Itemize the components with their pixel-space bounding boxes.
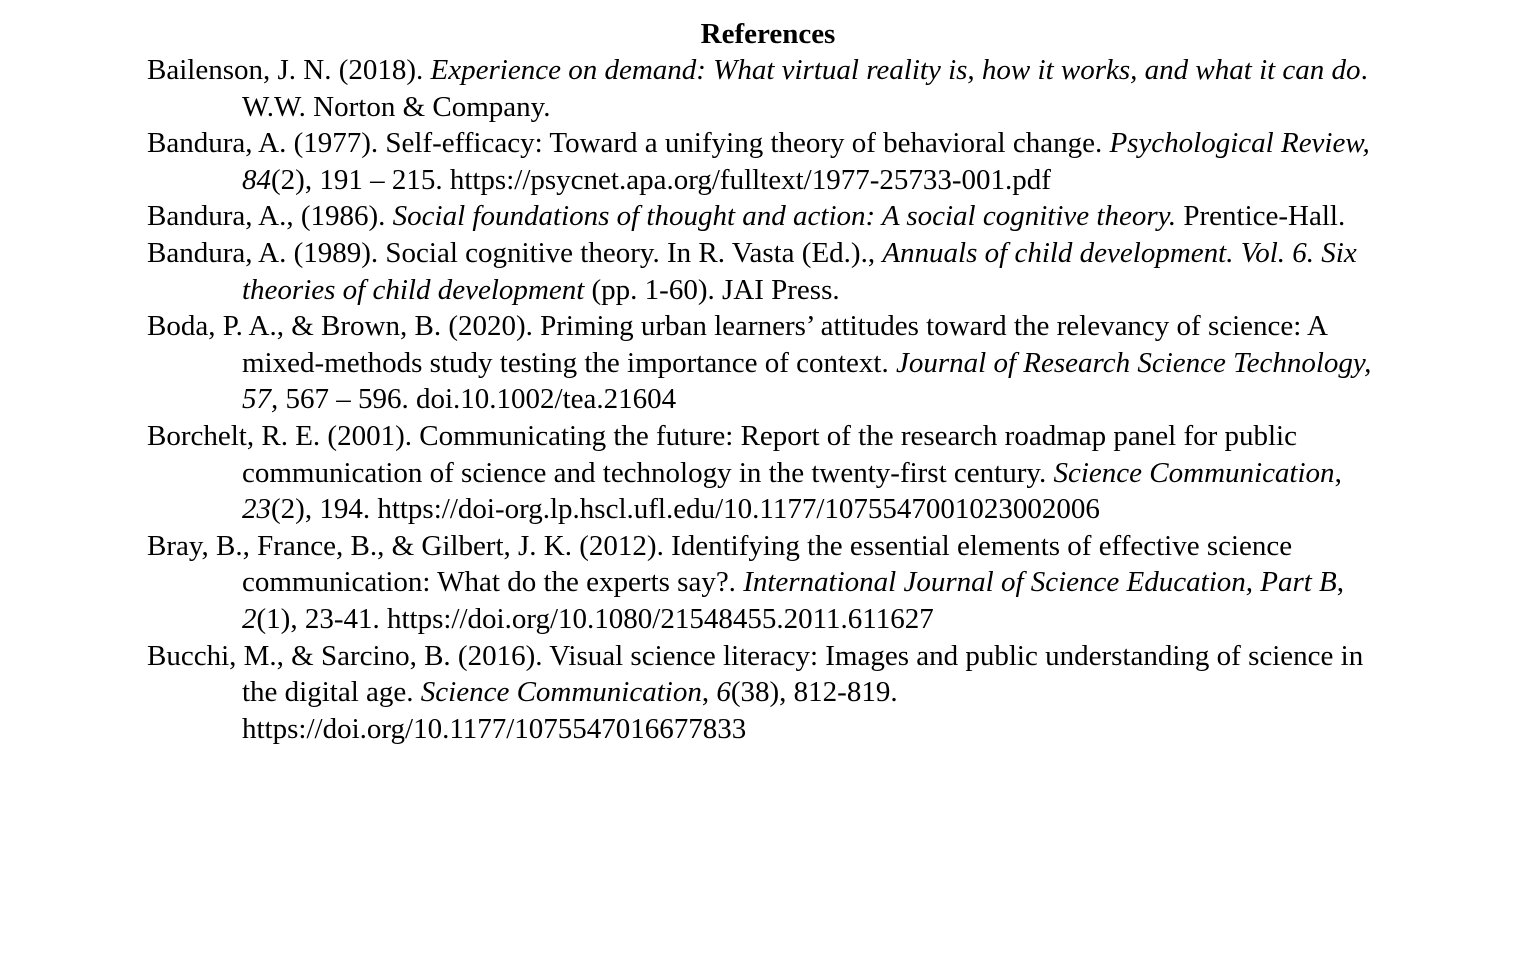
reference-text: Bandura, A. (1989). Social cognitive theory. In R. Vasta (Ed.)., bbox=[147, 236, 883, 269]
reference-text: Bailenson, J. N. (2018). bbox=[147, 54, 431, 86]
references-heading: References bbox=[700, 18, 836, 50]
reference-text: (pp. 1-60). JAI Press. bbox=[584, 273, 840, 306]
reference-entry-boda-2020 bbox=[147, 308, 1397, 418]
reference-entry-bray-2012 bbox=[147, 528, 1397, 638]
reference-entry-borchelt-2001 bbox=[147, 418, 1397, 528]
reference-journal-italic: International Journal of Science Education, Part B bbox=[743, 566, 1337, 599]
reference-text: Prentice-Hall. bbox=[1176, 200, 1346, 233]
reference-entry-bucchi-2016 bbox=[147, 638, 1397, 748]
reference-text: (2), 194. https://doi-org.lp.hscl.ufl.edu/10.1177/1075547001023002006 bbox=[271, 493, 1100, 526]
reference-journal-italic: Science Communication bbox=[420, 676, 702, 709]
reference-journal-italic: Psychological Review, 84 bbox=[242, 127, 1370, 196]
reference-text: Boda, P. A., & Brown, B. (2020). Priming urban learners’ attitudes toward the relevancy of science: A mixed-methods study testing the importance of context. bbox=[147, 310, 1327, 379]
reference-text: , bbox=[1334, 456, 1342, 489]
reference-text: (38), 812-819. https://doi.org/10.1177/1075547016677833 bbox=[242, 676, 898, 745]
reference-title-italic: Social foundations of thought and action: A social cognitive theory. bbox=[392, 200, 1177, 233]
reference-title-italic: Experience on demand: What virtual reality is, how it works, and what it can do bbox=[430, 54, 1361, 86]
reference-text: Borchelt, R. E. (2001). Communicating the future: Report of the research roadmap panel for public communication of science and technology in the twenty-first century. bbox=[147, 419, 1297, 489]
reference-volume-italic: 2 bbox=[242, 602, 257, 635]
reference-entry-bandura-1977 bbox=[147, 125, 1397, 198]
reference-entry-bailenson-2018 bbox=[147, 52, 1397, 125]
reference-text: (1), 23-41. https://doi.org/10.1080/21548455.2011.611627 bbox=[256, 602, 934, 635]
reference-text: Bandura, A., (1986). bbox=[147, 200, 393, 233]
reference-volume-italic: 6 bbox=[716, 676, 731, 709]
reference-entry-bandura-1986 bbox=[147, 198, 1397, 235]
reference-text: Bucchi, M., & Sarcino, B. (2016). Visual science literacy: Images and public understanding of science in the digital age. bbox=[147, 639, 1364, 709]
reference-text: Bandura, A. (1977). Self-efficacy: Toward a unifying theory of behavioral change. bbox=[147, 127, 1110, 160]
reference-volume-italic: 23 bbox=[242, 493, 271, 526]
reference-entry-bandura-1989 bbox=[147, 235, 1397, 308]
reference-text: (2), 191 – 215. https://psycnet.apa.org/fulltext/1977-25733-001.pdf bbox=[271, 163, 1051, 196]
reference-text: 567 – 596. doi.10.1002/tea.21604 bbox=[278, 383, 677, 416]
reference-title-italic: Annuals of child development. Vol. 6. Six theories of child development bbox=[242, 236, 1357, 306]
reference-text: , bbox=[701, 676, 717, 709]
reference-text: . W.W. Norton & Company. bbox=[242, 54, 1368, 123]
reference-list bbox=[147, 52, 1397, 747]
reference-journal-italic: Science Communication bbox=[1053, 456, 1335, 489]
reference-text: , bbox=[1336, 566, 1345, 599]
reference-text: Bray, B., France, B., & Gilbert, J. K. (2012). Identifying the essential elements of effective science communication: What do the experts say?. bbox=[147, 529, 1293, 599]
reference-journal-italic: Journal of Research Science Technology, 57, bbox=[242, 346, 1372, 416]
